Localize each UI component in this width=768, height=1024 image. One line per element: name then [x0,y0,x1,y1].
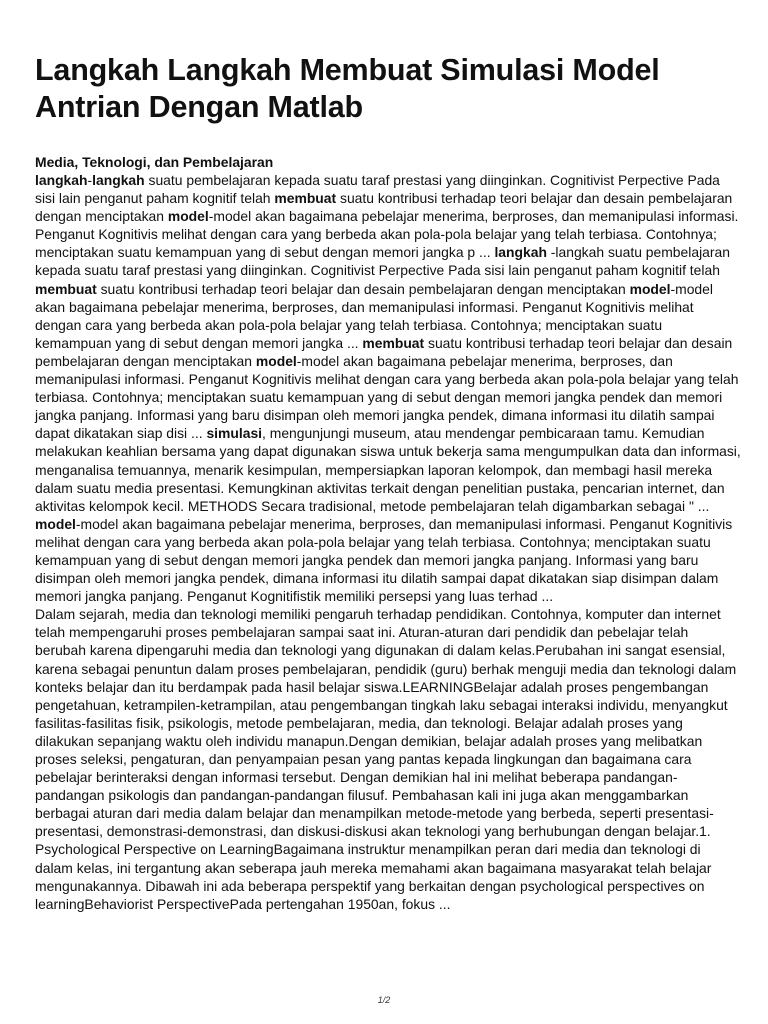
excerpt-text: suatu kontribusi terhadap teori belajar dan desain pembelajaran dengan menciptakan [35,190,733,225]
excerpt-text: -model akan bagaimana pebelajar menerima, berproses, dan memanipulasi informasi. Penganut Kognitivis melihat dengan cara yang berbeda akan pola-pola belajar yang telah terbiasa. Contohnya; menciptakan suatu kemampuan yang di sebut dengan memori jangka pendek dan memori jangka panjang. Informasi yang baru disimpan oleh memori jangka pendek, dimana informasi itu dilatih sampai dapat dikatakan siap disi ... [35,352,739,442]
page-title: Langkah Langkah Membuat Simulasi Model Antrian Dengan Matlab [35,53,660,124]
highlighted-keyword: langkah [494,244,547,261]
excerpt-text: , mengunjungi museum, atau mendengar pembicaraan tamu. Kemudian melakukan keahlian bersama yang dapat digunakan siswa untuk bekerja sama mengumpulkan data dan informasi, menganalisa temuannya, menarik kesimpulan, mempersiapkan laporan kelompok, dan membagi hasil mereka dalam suatu media presentasi. Kemungkinan aktivitas terkait dengan penelitian pustaka, pencarian internet, dan aktivitas kelompok kecil. METHODS Secara tradisional, metode pembelajaran telah digambarkan sebagai " ... [35,425,741,514]
highlighted-keyword: model [35,515,76,532]
highlighted-keyword: model [255,352,297,369]
excerpt-text: -model akan bagaimana pebelajar menerima, berproses, dan memanipulasi informasi. Penganut Kognitivis melihat dengan cara yang berbeda akan pola-pola belajar yang telah terbiasa. Contohnya; menciptakan suatu kemampuan yang di sebut dengan memori jangka p ... [35,208,739,261]
body-paragraph: Dalam sejarah, media dan teknologi memiliki pengaruh terhadap pendidikan. Contohnya, komputer dan internet telah mempengaruhi proses pembelajaran sampai saat ini. Aturan-aturan dari pendidik dan pebelajar telah berubah karena dipengaruhi media dan teknologi yang digunakan di dalam kelas.Perubahan ini sangat esensial, karena sebagai penuntun dalam proses pembelajaran, pendidik (guru) berhak menguji media dan teknologi dalam konteks belajar dan itu berdampak pada hasil belajar siswa.LEARNINGBelajar adalah proses pengembangan pengetahuan, ketrampilen-ketrampilan, atau pengembangan tingkah laku sebagai interaksi individu, menyangkut fasilitas-fasilitas fisik, psikologis, metode pembelajaran, media, dan teknologi. Belajar adalah proses yang dilakukan sepanjang waktu oleh individu manapun.Dengan demikian, belajar adalah proses yang melibatkan proses seleksi, pengaturan, dan penyampaian pesan yang pantas kepada lingkungan dan bagaimana cara pebelajar berinteraksi dengan informasi tersebut. Dengan demikian hal ini melihat beberapa pandangan-pandangan psikologis dan pandangan-pandangan filusuf. Pembahasan kali ini juga akan menggambarkan berbagai aturan dari media dalam belajar dan menampilkan metode-metode yang berbeda, seperti presentasi-presentasi, demonstrasi-demonstrasi, dan diskusi-diskusi akan teknologi yang berhubungan dengan belajar.1. Psychological Perspective on LearningBagaimana instruktur menampilkan peran dari media dan teknologi di dalam kelas, ini tergantung akan seberapa jauh mereka memahami akan bagaimana masyarakat telah belajar mengunakannya. Dibawah ini ada beberapa perspektif yang berkaitan dengan psychological perspectives on learningBehaviorist PerspectivePada pertengahan 1950an, fokus ... [35,606,737,912]
page-number: 1/2 [377,995,391,1005]
excerpt-text: -langkah suatu pembelajaran kepada suatu taraf prestasi yang diinginkan. Cognitivist Perpective Pada sisi lain penganut paham kognitif telah [35,244,730,279]
highlighted-keyword: langkah [92,172,145,188]
highlighted-keyword: simulasi [206,425,263,442]
highlighted-keyword: membuat [35,280,97,297]
highlighted-keyword: langkah [35,172,88,188]
highlighted-keyword: model [167,208,209,225]
search-excerpt-paragraph [35,171,741,605]
excerpt-text: suatu pembelajaran kepada suatu taraf prestasi yang diinginkan. Cognitivist Perpective Pada sisi lain penganut paham kognitif telah [35,172,720,207]
excerpt-text: - [87,172,93,188]
highlighted-keyword: membuat [274,190,337,207]
highlighted-keyword: membuat [362,334,425,351]
highlighted-keyword: model [629,280,671,297]
excerpt-text: -model akan bagaimana pebelajar menerima, berproses, dan memanipulasi informasi. Penganut Kognitivis melihat dengan cara yang berbeda akan pola-pola belajar yang telah terbiasa. Contohnya; menciptakan suatu kemampuan yang di sebut dengan memori jangka pendek dan memori jangka panjang. Informasi yang baru disimpan oleh memori jangka pendek, dimana informasi itu dilatih sampai dapat dikatakan siap disimpan dalam memori jangka panjang. Penganut Kognitifistik memiliki persepsi yang luas terhad ... [35,515,733,605]
document-page [35,0,741,913]
excerpt-text: suatu kontribusi terhadap teori belajar dan desain pembelajaran dengan menciptakan [96,280,630,297]
excerpt-text: suatu kontribusi terhadap teori belajar dan desain pembelajaran dengan menciptakan [35,334,733,369]
section-heading: Media, Teknologi, dan Pembelajaran [35,154,274,170]
excerpt-text: -model akan bagaimana pebelajar menerima, berproses, dan memanipulasi informasi. Penganut Kognitivis melihat dengan cara yang berbeda akan pola-pola belajar yang telah terbiasa. Contohnya; menciptakan suatu kemampuan yang di sebut dengan memori jangka ... [35,280,713,351]
